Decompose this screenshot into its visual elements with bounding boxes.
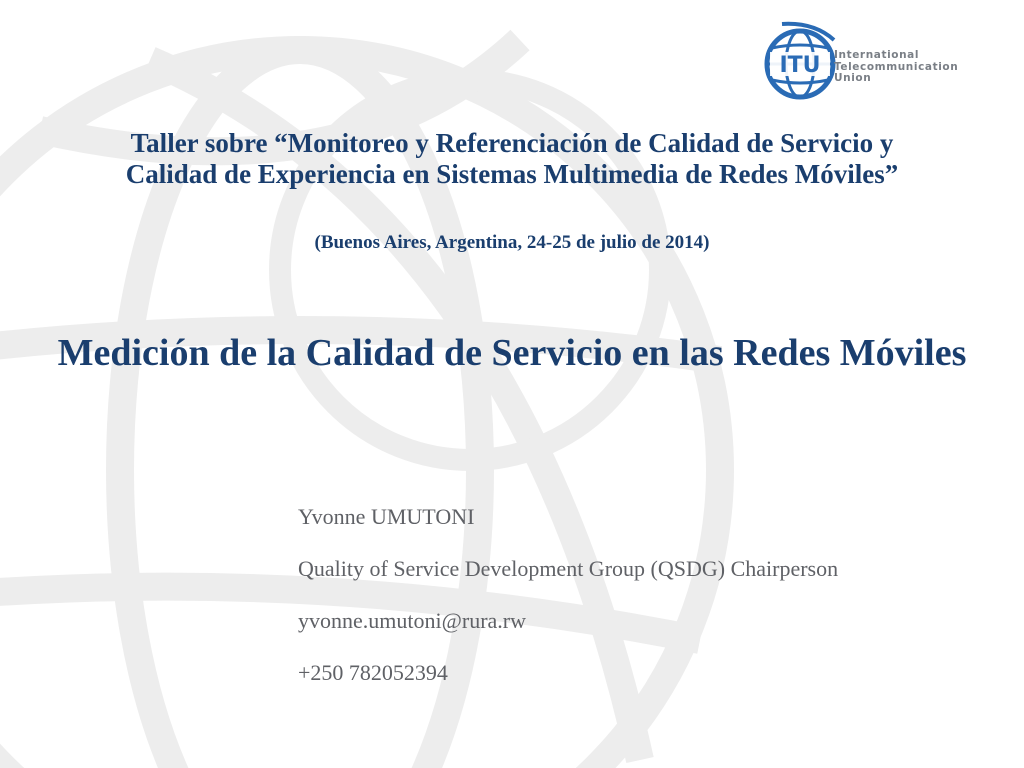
workshop-title-line: Calidad de Experiencia en Sistemas Multimedia de Redes Móviles”	[125, 159, 899, 189]
workshop-location: (Buenos Aires, Argentina, 24-25 de julio de 2014)	[314, 232, 710, 253]
logo-organization-name	[834, 50, 958, 85]
logo-name-line: International	[834, 49, 920, 61]
workshop-title-line: Taller sobre “Monitoreo y Referenciación de Calidad de Servicio y	[130, 128, 894, 158]
presenter-phone: +250 782052394	[298, 660, 448, 685]
presenter-name: Yvonne UMUTONI	[298, 504, 475, 529]
presenter-role: Quality of Service Development Group (QSDG) Chairperson	[298, 556, 839, 581]
workshop-title	[0, 128, 1024, 190]
presenter-info	[298, 504, 838, 712]
logo-mark: ITU	[779, 53, 821, 78]
presentation-title: Medición de la Calidad de Servicio en las Redes Móviles	[57, 332, 967, 374]
logo-name-line: Telecommunication	[834, 60, 959, 73]
presenter-email: yvonne.umutoni@rura.rw	[298, 608, 526, 633]
logo-name-line: Union	[834, 72, 872, 84]
